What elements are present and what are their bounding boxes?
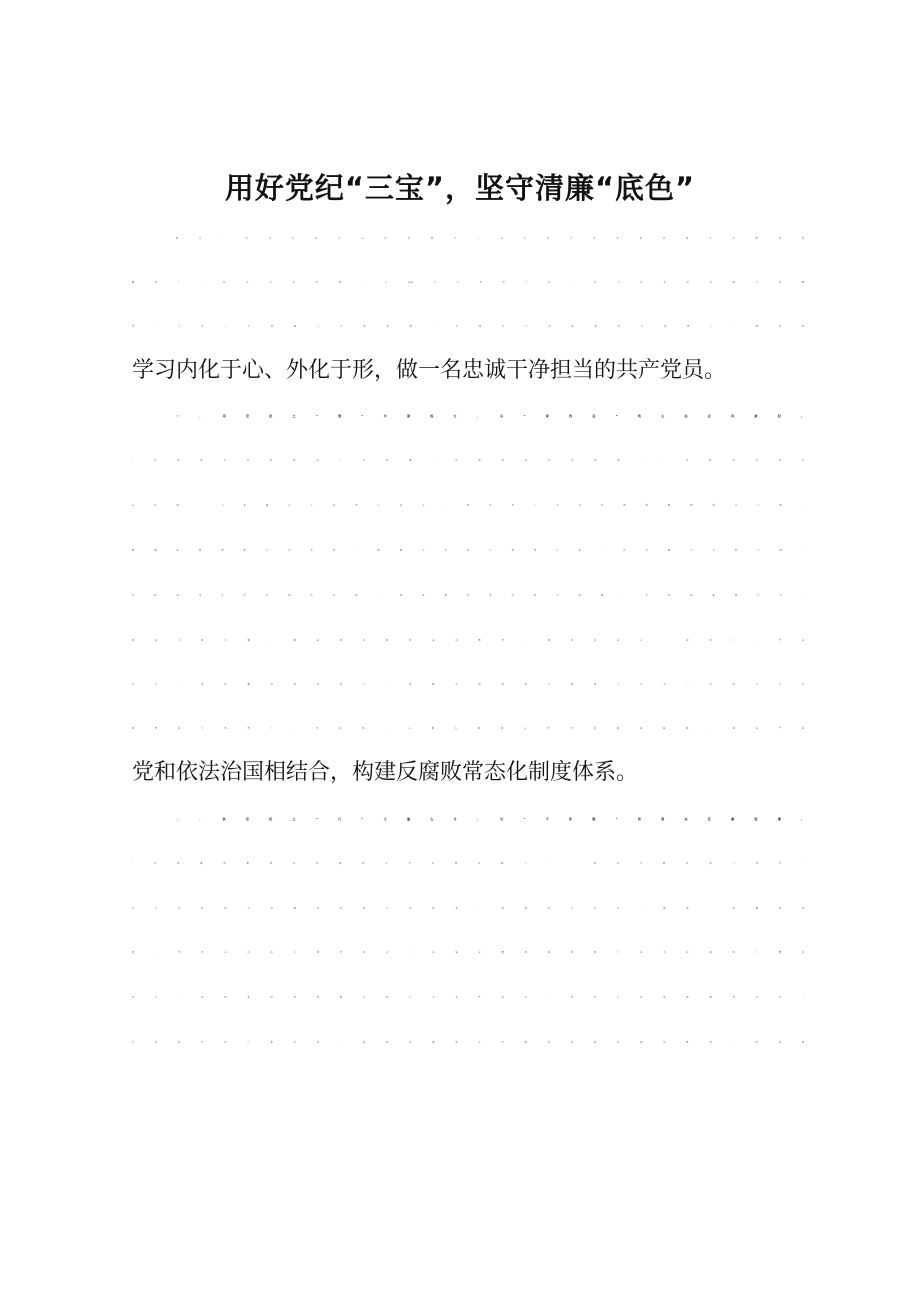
section1-heading: 一、用党纪之“笼”关紧权力，以“零容忍”的心态正风肃纪。 (176, 414, 804, 418)
intro-line-3: 育。全党上下要深入学习贯彻《中国共产党纪律处分条例》，将党纪 (132, 326, 804, 328)
section1-line-6: 打击。要扎紧制度的笼子，各级党组织要全面深入学习《中国共产党 (132, 684, 804, 686)
section1-line-3: 明确法律面前人人平等，做到心不动于微利之诱，目不眩于五色之惑。 (132, 550, 804, 552)
intro-line-1: 近日，中共中央办公厅印发了《关于在全党开展党纪学习教育的 (176, 238, 804, 240)
section2-heading: 二、执党纪之“尺”丈量古今，以“不停歇”的姿态反腐倡廉。 (176, 817, 804, 821)
section1-line-1: “不论谁在党纪国法上出问题，党纪国法决不饶恕”。这展示党不放 (132, 460, 804, 462)
section2-line-3: 清，刀刃向内的自我革命史：从延安整风运动到三反五反运动与整党 (132, 952, 804, 954)
section2-line-5: 大党员开展自我革命，虽然反腐败斗争取得阶段压倒性胜利，但是我 (132, 1042, 804, 1044)
section1-line-4: 无论是身居高位的大老虎，还是潜伏基层的小苍蝇，无论是数额巨大， (132, 595, 804, 597)
page-title: 用好党纪“三宝”，坚守清廉“底色” (224, 171, 696, 205)
intro-line-2: 通知》，经党中央同意，自2024年4月至7月，在全党开展党纪学习教 (132, 282, 804, 284)
section1-line-8: 党和依法治国相结合，构建反腐败常态化制度体系。 (132, 760, 639, 785)
section2-line-1: “党风廉政建设和反腐败斗争永远在路上，一刻也不能放松二同样， (132, 863, 804, 865)
section1-line-5: 还是小恩小惠，都是对党纪国法的亵渎，我们党必定一视同仁，坚决 (132, 640, 804, 642)
section1-line-7: 纪律处分条例》，为党员、公职人员设定行为高线和底线，将从严治 (132, 728, 804, 730)
intro-line-4: 学习内化于心、外化于形，做一名忠诚干净担当的共产党员。 (132, 358, 727, 383)
section2-line-4: 结合，再到新时代官霆万钧之力从严治党。要持之以恒地教育引导广 (132, 997, 804, 999)
section2-line-2: 关于党纪的学习教育也要永不停息。回望百年党史，就是一部激浊扬 (132, 908, 804, 910)
section1-line-2: 过任何一个贪腐分子的坚定决心。要引导广大党员把稳理想信念之舵， (132, 505, 804, 507)
